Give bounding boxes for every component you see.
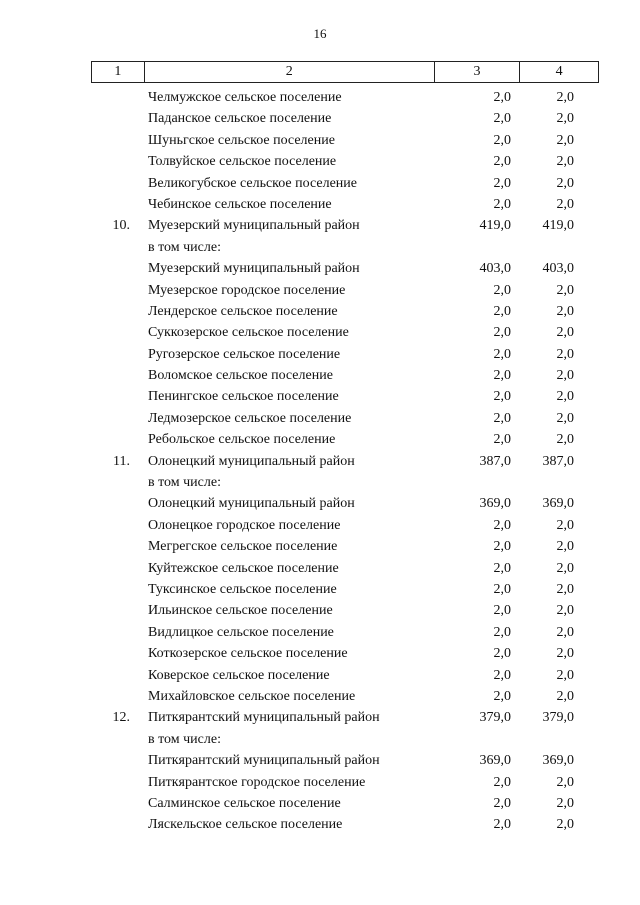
- header-col-1: 1: [92, 62, 145, 82]
- table-row: [91, 472, 599, 493]
- row-value-col3: [435, 729, 521, 750]
- table-row: [91, 622, 599, 643]
- row-value-col3: 2,0: [493, 688, 511, 704]
- table-row: [91, 793, 599, 814]
- row-number: [91, 108, 144, 129]
- row-value-col3: 2,0: [493, 346, 511, 362]
- row-value-col4: 2,0: [556, 410, 574, 426]
- row-value-col4: 2,0: [556, 175, 574, 191]
- table-row: [91, 707, 599, 728]
- row-value-col3: 2,0: [493, 154, 511, 170]
- table-body: [91, 87, 599, 836]
- row-number: [91, 173, 144, 194]
- row-value-col4: 369,0: [542, 496, 574, 512]
- table-row: [91, 493, 599, 514]
- row-number: 10.: [112, 218, 130, 234]
- row-number: [91, 793, 144, 814]
- table-row: [91, 108, 599, 129]
- row-value-col4: 2,0: [556, 389, 574, 405]
- table-row: [91, 365, 599, 386]
- row-value-col4: 2,0: [556, 282, 574, 298]
- row-value-col4: 2,0: [556, 132, 574, 148]
- row-value-col4: 2,0: [556, 154, 574, 170]
- table-row: [91, 215, 599, 236]
- row-name: Муезерский муниципальный район: [148, 261, 360, 277]
- row-number: [91, 472, 144, 493]
- row-value-col3: 2,0: [493, 389, 511, 405]
- row-number: [91, 151, 144, 172]
- table-row: [91, 515, 599, 536]
- row-value-col3: 2,0: [493, 581, 511, 597]
- row-value-col4: 2,0: [556, 795, 574, 811]
- row-name: в том числе:: [148, 475, 221, 491]
- row-name: Куйтежское сельское поселение: [148, 560, 339, 576]
- row-value-col4: 2,0: [556, 646, 574, 662]
- row-value-col3: 369,0: [479, 496, 511, 512]
- row-value-col3: 2,0: [493, 175, 511, 191]
- row-number: [91, 600, 144, 621]
- table-row: [91, 194, 599, 215]
- row-name: Питкярантский муниципальный район: [148, 753, 380, 769]
- row-value-col3: 2,0: [493, 817, 511, 833]
- row-name: Чебинское сельское поселение: [148, 196, 332, 212]
- row-value-col4: 2,0: [556, 432, 574, 448]
- row-name: Пенингское сельское поселение: [148, 389, 339, 405]
- row-name: Видлицкое сельское поселение: [148, 624, 334, 640]
- row-number: [91, 365, 144, 386]
- header-col-4: 4: [555, 64, 563, 79]
- row-value-col3: 2,0: [493, 410, 511, 426]
- row-value-col4: 2,0: [556, 111, 574, 127]
- row-number: [91, 643, 144, 664]
- row-value-col4: 2,0: [556, 517, 574, 533]
- row-number: [91, 237, 144, 258]
- row-name: Толвуйское сельское поселение: [148, 154, 337, 170]
- row-name: Коткозерское сельское поселение: [148, 646, 348, 662]
- table-row: [91, 451, 599, 472]
- table-row: [91, 130, 599, 151]
- row-value-col4: 369,0: [542, 753, 574, 769]
- row-value-col3: 2,0: [493, 517, 511, 533]
- row-name: Ляскельское сельское поселение: [148, 817, 343, 833]
- row-value-col3: [435, 237, 521, 258]
- table-row: [91, 258, 599, 279]
- row-value-col3: 387,0: [479, 453, 511, 469]
- row-number: [91, 536, 144, 557]
- row-name: Туксинское сельское поселение: [148, 581, 337, 597]
- table-row: [91, 772, 599, 793]
- row-value-col3: 2,0: [493, 560, 511, 576]
- row-value-col4: 2,0: [556, 346, 574, 362]
- table-row: [91, 600, 599, 621]
- row-number: [91, 515, 144, 536]
- table-row: [91, 579, 599, 600]
- row-name: Великогубское сельское поселение: [148, 175, 357, 191]
- row-value-col4: 2,0: [556, 325, 574, 341]
- row-value-col3: 379,0: [479, 710, 511, 726]
- row-value-col3: 2,0: [493, 111, 511, 127]
- row-name: Ребольское сельское поселение: [148, 432, 336, 448]
- row-name: Олонецкий муниципальный район: [148, 453, 355, 469]
- table-row: [91, 344, 599, 365]
- row-value-col3: 2,0: [493, 646, 511, 662]
- row-value-col3: 2,0: [493, 624, 511, 640]
- row-name: в том числе:: [148, 731, 221, 747]
- row-name: в том числе:: [148, 239, 221, 255]
- row-name: Олонецкий муниципальный район: [148, 496, 355, 512]
- table-row: [91, 386, 599, 407]
- row-number: [91, 301, 144, 322]
- row-number: [91, 729, 144, 750]
- row-number: [91, 194, 144, 215]
- row-value-col4: 379,0: [542, 710, 574, 726]
- row-value-col4: 2,0: [556, 817, 574, 833]
- table-row: [91, 237, 599, 258]
- table-row: [91, 750, 599, 771]
- table-row: [91, 643, 599, 664]
- table-row: [91, 558, 599, 579]
- row-value-col3: 2,0: [493, 539, 511, 555]
- table-row: [91, 429, 599, 450]
- row-value-col4: 2,0: [556, 667, 574, 683]
- table-header: [91, 61, 599, 83]
- row-number: [91, 322, 144, 343]
- row-value-col3: 2,0: [493, 432, 511, 448]
- row-number: [91, 344, 144, 365]
- table-row: [91, 301, 599, 322]
- table-row: [91, 686, 599, 707]
- row-value-col3: 2,0: [493, 325, 511, 341]
- row-name: Коверское сельское поселение: [148, 667, 330, 683]
- table-row: [91, 729, 599, 750]
- row-number: [91, 558, 144, 579]
- row-value-col3: 2,0: [493, 774, 511, 790]
- row-value-col3: 419,0: [479, 218, 511, 234]
- row-number: [91, 408, 144, 429]
- row-name: Ильинское сельское поселение: [148, 603, 333, 619]
- row-name: Салминское сельское поселение: [148, 795, 341, 811]
- row-name: Шуньгское сельское поселение: [148, 132, 335, 148]
- row-value-col3: 2,0: [493, 132, 511, 148]
- table-row: [91, 151, 599, 172]
- row-name: Челмужское сельское поселение: [148, 90, 342, 105]
- row-number: [91, 772, 144, 793]
- header-col-2: 2: [145, 62, 435, 82]
- page-number: 16: [313, 26, 327, 41]
- row-value-col4: 2,0: [556, 303, 574, 319]
- row-value-col4: 2,0: [556, 539, 574, 555]
- row-value-col3: [435, 472, 521, 493]
- row-number: [91, 493, 144, 514]
- row-value-col3: 2,0: [493, 603, 511, 619]
- row-number: [91, 386, 144, 407]
- row-value-col4: 2,0: [556, 603, 574, 619]
- row-value-col4: 2,0: [556, 688, 574, 704]
- row-number: [91, 258, 144, 279]
- row-value-col3: 2,0: [493, 196, 511, 212]
- row-value-col4: 2,0: [556, 368, 574, 384]
- row-name: Питкярантское городское поселение: [148, 774, 366, 790]
- table-row: [91, 87, 599, 108]
- row-value-col3: 2,0: [493, 303, 511, 319]
- row-name: Муезерский муниципальный район: [148, 218, 360, 234]
- table-row: [91, 280, 599, 301]
- row-value-col3: 2,0: [493, 795, 511, 811]
- row-name: Суккозерское сельское поселение: [148, 325, 349, 341]
- row-number: [91, 280, 144, 301]
- row-value-col4: 419,0: [542, 218, 574, 234]
- row-value-col3: 369,0: [479, 753, 511, 769]
- row-number: 12.: [112, 710, 130, 726]
- row-value-col3: 2,0: [493, 368, 511, 384]
- row-value-col4: 2,0: [556, 560, 574, 576]
- row-number: [91, 622, 144, 643]
- row-value-col4: 2,0: [556, 774, 574, 790]
- row-number: [91, 814, 144, 835]
- row-number: [91, 130, 144, 151]
- row-number: [91, 665, 144, 686]
- row-value-col4: 2,0: [556, 90, 574, 105]
- table-row: [91, 665, 599, 686]
- row-value-col4: 403,0: [542, 261, 574, 277]
- row-value-col3: 2,0: [493, 282, 511, 298]
- row-name: Паданское сельское поселение: [148, 111, 332, 127]
- row-number: 11.: [113, 453, 130, 469]
- row-value-col4: [521, 729, 599, 750]
- header-col-3: 3: [435, 62, 521, 82]
- row-value-col4: 2,0: [556, 581, 574, 597]
- row-name: Олонецкое городское поселение: [148, 517, 341, 533]
- row-number: [91, 429, 144, 450]
- row-value-col3: 2,0: [493, 667, 511, 683]
- row-name: Лендерское сельское поселение: [148, 303, 338, 319]
- row-name: Питкярантский муниципальный район: [148, 710, 380, 726]
- row-name: Михайловское сельское поселение: [148, 688, 356, 704]
- row-name: Воломское сельское поселение: [148, 368, 333, 384]
- row-value-col4: 387,0: [542, 453, 574, 469]
- table-row: [91, 408, 599, 429]
- row-number: [91, 686, 144, 707]
- row-number: [91, 750, 144, 771]
- row-value-col3: 403,0: [479, 261, 511, 277]
- row-number: [91, 579, 144, 600]
- row-name: Мегрегское сельское поселение: [148, 539, 338, 555]
- row-name: Ругозерское сельское поселение: [148, 346, 341, 362]
- row-name: Ледмозерское сельское поселение: [148, 410, 352, 426]
- row-value-col4: 2,0: [556, 196, 574, 212]
- row-value-col3: 2,0: [493, 90, 511, 105]
- row-value-col4: 2,0: [556, 624, 574, 640]
- row-value-col4: [521, 237, 599, 258]
- table-row: [91, 322, 599, 343]
- table-row: [91, 814, 599, 835]
- table-row: [91, 536, 599, 557]
- table-row: [91, 173, 599, 194]
- row-name: Муезерское городское поселение: [148, 282, 346, 298]
- row-number: [91, 87, 144, 108]
- row-value-col4: [521, 472, 599, 493]
